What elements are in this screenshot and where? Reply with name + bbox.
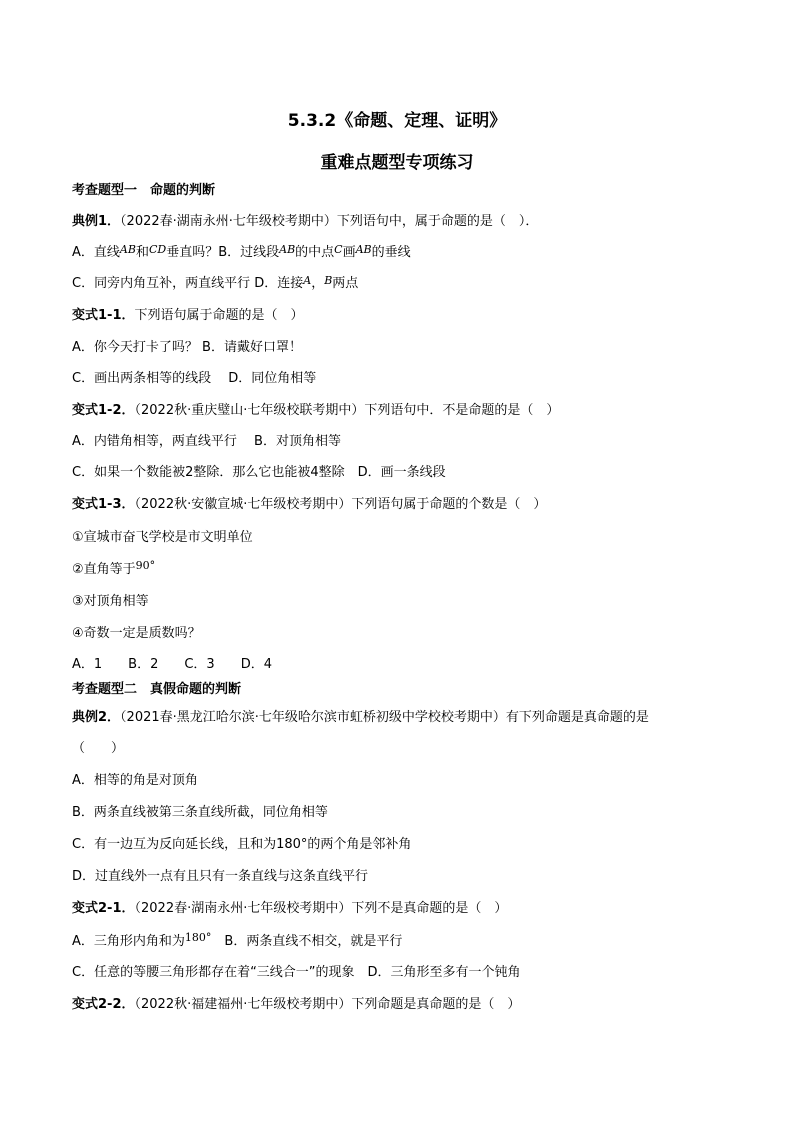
statement-4: ④奇数一定是质数吗？ [72, 626, 201, 641]
option-text: 垂直吗？B．过线段 [166, 245, 280, 260]
variant-2-2-question [72, 997, 520, 1013]
math-symbol: C [334, 243, 343, 256]
section-heading-2: 考查题型二 真假命题的判断 [72, 682, 242, 697]
example-2-option-a: A．相等的角是对顶角 [72, 773, 198, 788]
math-symbol: AB [119, 243, 136, 256]
question-text: （2022秋·安徽宣城·七年级校考期中）下列语句属于命题的个数是（ ） [134, 497, 547, 512]
option-text: 的垂线 [371, 245, 411, 260]
variant-1-2-options-cd: C．如果一个数能被2整除．那么它也能被4整除 D．画一条线段 [72, 465, 446, 480]
math-symbol: 90° [135, 559, 156, 572]
example-2-question [72, 710, 649, 726]
math-symbol: A [303, 274, 312, 287]
option-text: 两点 [332, 276, 359, 291]
question-text: （2022秋·福建福州·七年级校考期中）下列命题是真命题的是（ ） [134, 997, 521, 1012]
variant-label: 变式1-1． [72, 308, 135, 323]
example-1-question [72, 214, 538, 230]
section-heading-1: 考查题型一 命题的判断 [72, 183, 216, 198]
statement-2 [72, 559, 156, 578]
variant-2-1-options-cd: C．任意的等腰三角形都存在着“三线合一”的现象 D．三角形至多有一个钝角 [72, 965, 521, 980]
option-text: B．两条直线不相交，就是平行 [211, 934, 403, 949]
variant-1-2-options-ab: A．内错角相等，两直线平行 B．对顶角相等 [72, 434, 341, 449]
example-2-option-d: D．过直线外一点有且只有一条直线与这条直线平行 [72, 869, 369, 884]
variant-label: 变式2-1． [72, 901, 135, 916]
page-subtitle: 重难点题型专项练习 [320, 153, 474, 173]
example-1-options-ab [72, 245, 411, 261]
example-2-label: 典例2． [72, 710, 121, 725]
question-text: （2022秋·重庆璧山·七年级校联考期中）下列语句中．不是命题的是（ ） [134, 403, 560, 418]
variant-1-1-options-ab: A．你今天打卡了吗？ B．请戴好口罩！ [72, 340, 302, 355]
math-symbol: AB [279, 243, 296, 256]
page-title: 5.3.2《命题、定理、证明》 [287, 111, 507, 131]
math-symbol: 180° [184, 931, 212, 944]
question-text: 下列语句属于命题的是（ ） [134, 308, 304, 323]
variant-label: 变式1-2． [72, 403, 135, 418]
variant-1-1-options-cd: C．画出两条相等的线段 D．同位角相等 [72, 371, 317, 386]
variant-1-2-question [72, 403, 559, 419]
variant-label: 变式2-2． [72, 997, 135, 1012]
option-text: C．同旁内角互补，两直线平行 [72, 276, 251, 291]
example-1-label: 典例1． [72, 214, 121, 229]
question-text: （2022春·湖南永州·七年级校考期中）下列不是真命题的是（ ） [134, 901, 508, 916]
math-symbol: CD [148, 243, 167, 256]
example-2-option-c: C．有一边互为反向延长线，且和为180°的两个角是邻补角 [72, 837, 412, 852]
variant-1-3-question [72, 497, 546, 513]
option-text: 画 [342, 245, 356, 260]
question-text: （2021春·黑龙江哈尔滨·七年级哈尔滨市虹桥初级中学校校考期中）有下列命题是真命题的是 [120, 710, 649, 725]
variant-1-3-options: A．1 B．2 C．3 D．4 [72, 657, 272, 672]
option-text: 和 [135, 245, 149, 260]
option-text: D．连接 [254, 276, 304, 291]
variant-1-1-question [72, 308, 304, 324]
option-text: A．三角形内角和为 [72, 934, 185, 949]
example-1-text: （2022春·湖南永州·七年级校考期中）下列语句中，属于命题的是（ ）． [120, 214, 539, 229]
variant-label: 变式1-3． [72, 497, 135, 512]
statement-3: ③对顶角相等 [72, 594, 149, 609]
math-symbol: AB [355, 243, 372, 256]
option-text: A．直线 [72, 245, 120, 260]
statement-1: ①宣城市奋飞学校是市文明单位 [72, 530, 253, 545]
variant-2-1-options-ab [72, 931, 403, 950]
variant-2-1-question [72, 901, 507, 917]
math-symbol: B [324, 274, 333, 287]
example-2-option-b: B．两条直线被第三条直线所截，同位角相等 [72, 805, 328, 820]
statement-text: ②直角等于 [72, 562, 136, 577]
example-1-options-cd [72, 276, 358, 292]
answer-parentheses: （ ） [72, 741, 125, 756]
option-text: 的中点 [295, 245, 335, 260]
option-text: ， [311, 276, 325, 291]
